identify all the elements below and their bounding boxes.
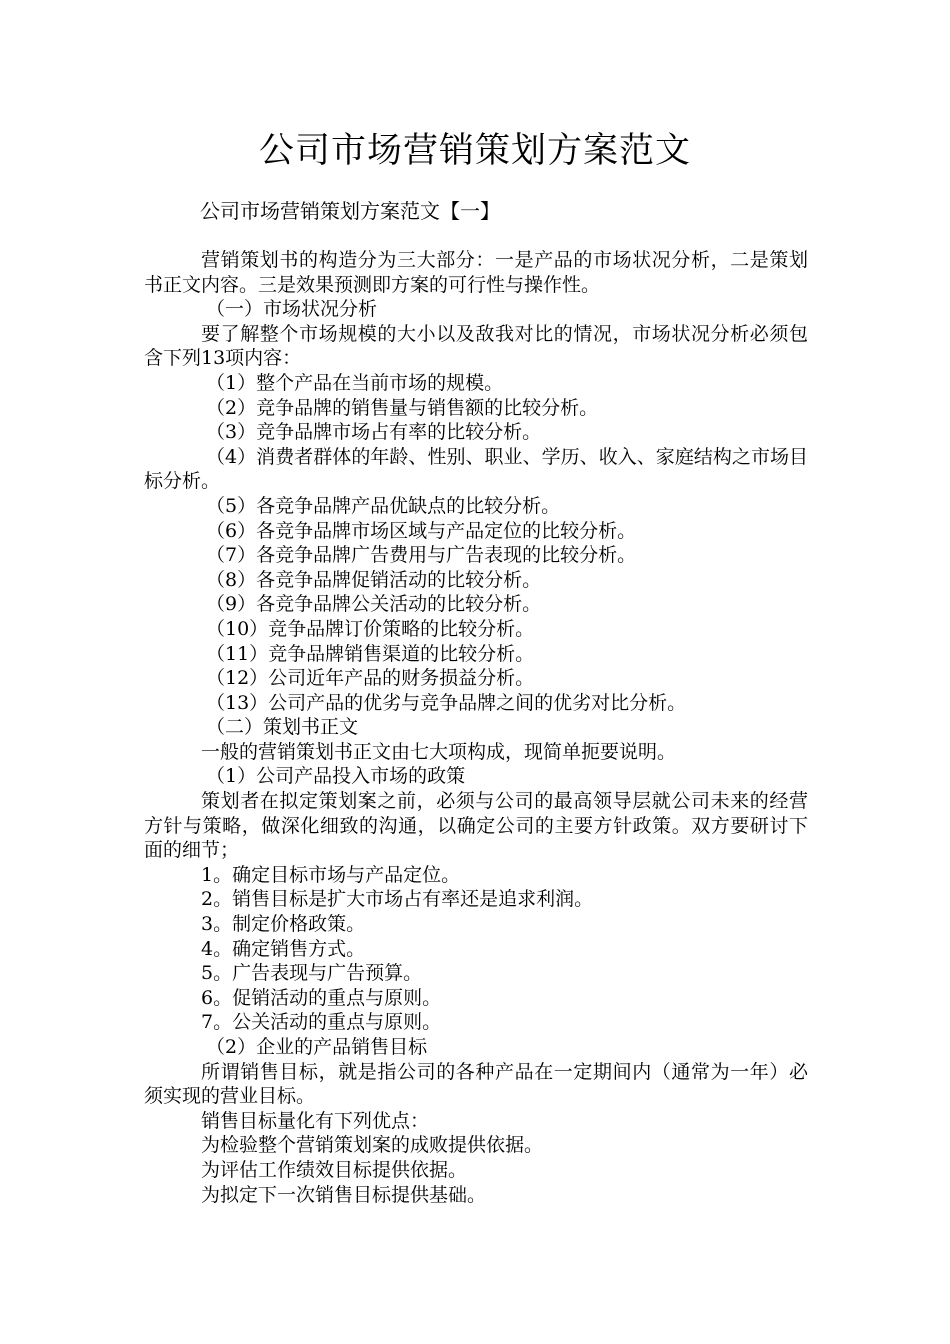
list-item: （12）公司近年产品的财务损益分析。 [206, 667, 535, 690]
list-item: 3。制定价格政策。 [201, 913, 366, 936]
list-item: （4）消费者群体的年龄、性别、职业、学历、收入、家庭结构之市场目标分析。 [144, 445, 808, 493]
list-item: 2。销售目标是扩大市场占有率还是追求利润。 [201, 888, 594, 911]
list-item: （9）各竞争品牌公关活动的比较分析。 [206, 593, 542, 616]
list-item: （2）竞争品牌的销售量与销售额的比较分析。 [206, 396, 599, 419]
paragraph: 为评估工作绩效目标提供依据。 [201, 1158, 468, 1181]
paragraph: 所谓销售目标，就是指公司的各种产品在一定期间内（通常为一年）必须实现的营业目标。 [144, 1060, 808, 1108]
list-item: （1）整个产品在当前市场的规模。 [206, 371, 504, 394]
list-item: （5）各竞争品牌产品优缺点的比较分析。 [206, 494, 561, 517]
paragraph: 营销策划书的构造分为三大部分：一是产品的市场状况分析，二是策划书正文内容。三是效果预测即方案的可行性与操作性。 [144, 249, 808, 296]
paragraph: 销售目标量化有下列优点： [201, 1109, 430, 1132]
section-heading: （一）市场状况分析 [206, 298, 378, 321]
list-item: （7）各竞争品牌广告费用与广告表现的比较分析。 [206, 544, 637, 567]
list-item: 5。广告表现与广告预算。 [201, 962, 423, 985]
paragraph: 为拟定下一次销售目标提供基础。 [201, 1183, 487, 1206]
list-item: （13）公司产品的优劣与竞争品牌之间的优劣对比分析。 [206, 691, 687, 714]
list-item: （11）竞争品牌销售渠道的比较分析。 [206, 642, 535, 665]
list-item: （8）各竞争品牌促销活动的比较分析。 [206, 568, 542, 591]
list-item: 4。确定销售方式。 [201, 937, 366, 960]
list-item: （6）各竞争品牌市场区域与产品定位的比较分析。 [206, 519, 637, 542]
document-body [144, 248, 808, 1207]
paragraph: 要了解整个市场规模的大小以及敌我对比的情况，市场状况分析必须包含下列13项内容： [144, 322, 808, 370]
section-heading: （1）公司产品投入市场的政策 [206, 765, 466, 788]
section-heading: （2）企业的产品销售目标 [206, 1036, 428, 1058]
paragraph: 一般的营销策划书正文由七大项构成，现简单扼要说明。 [201, 740, 677, 763]
paragraph: 为检验整个营销策划案的成败提供依据。 [201, 1134, 544, 1157]
list-item: （3）竞争品牌市场占有率的比较分析。 [206, 421, 542, 444]
section-heading: （二）策划书正文 [206, 716, 359, 739]
document-subtitle: 公司市场营销策划方案范文【一】 [200, 199, 500, 223]
paragraph: 策划者在拟定策划案之前，必须与公司的最高领导层就公司未来的经营方针与策略，做深化细致的沟通，以确定公司的主要方针政策。双方要研讨下面的细节； [144, 790, 808, 862]
list-item: 6。促销活动的重点与原则。 [201, 986, 442, 1009]
list-item: 7。公关活动的重点与原则。 [201, 1011, 442, 1034]
list-item: 1。确定目标市场与产品定位。 [201, 863, 461, 886]
document-title: 公司市场营销策划方案范文 [258, 131, 691, 171]
list-item: （10）竞争品牌订价策略的比较分析。 [206, 617, 535, 640]
